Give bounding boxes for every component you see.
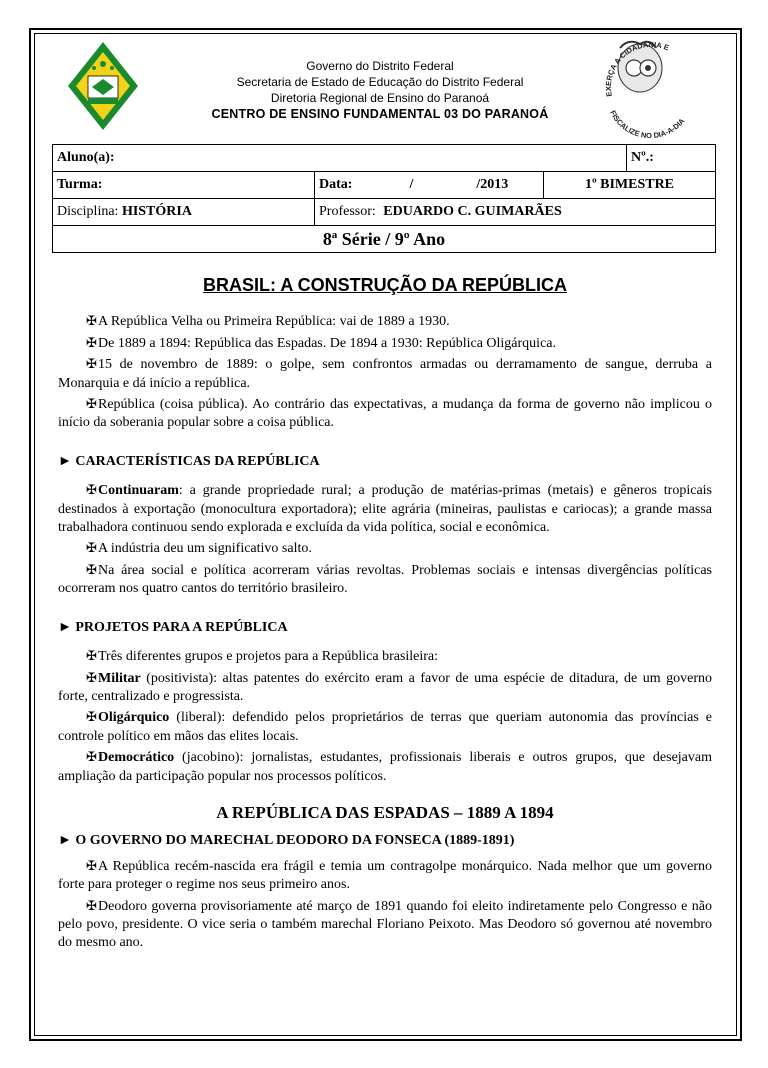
sec1-item: ✠Na área social e política acorreram várias revoltas. Problemas sociais e intensas divergências políticas ocorreram nos quatro cantos do território brasileiro. [58,561,712,597]
gdf-logo [64,40,142,132]
data-year: /2013 [476,177,509,192]
header-line-3: Diretoria Regional de Ensino do Paranoá [270,91,490,105]
sec2-item: ✠Militar (positivista): altas patentes do exército eram a favor de uma espécie de ditadura, de um governo forte, centralizado e progressista. [58,669,712,704]
header-line-1: Governo do Distrito Federal [306,59,454,73]
cross-bullet-icon: ✠ [86,857,97,873]
school-name: CENTRO DE ENSINO FUNDAMENTAL 03 DO PARANOÁ [211,107,549,121]
section-heading-caracteristicas: ► CARACTERÍSTICAS DA REPÚBLICA [58,453,320,469]
bimestre-label: 1º BIMESTRE [544,172,716,199]
logo-arc-bottom: FISCALIZE NO DIA-A-DIA [608,108,687,138]
intro-item: ✠República (coisa pública). Ao contrário das expectativas, a mudança da forma de governo não implicou o início da soberania popular sobre a coisa pública. [58,396,712,431]
section-heading-deodoro: ► O GOVERNO DO MARECHAL DEODORO DA FONSECA (1889-1891) [58,833,515,849]
data-label: Data: [319,177,353,192]
cross-bullet-icon: ✠ [86,897,97,913]
professor-value: EDUARDO C. GUIMARÃES [383,204,562,219]
cross-bullet-icon: ✠ [86,540,97,556]
disciplina-cell [53,199,315,226]
cross-bullet-icon: ✠ [86,482,97,498]
intro-item: ✠A República Velha ou Primeira República: vai de 1889 a 1930. [58,312,712,331]
cross-bullet-icon: ✠ [86,313,97,329]
disciplina-label: Disciplina: [57,204,119,219]
cross-bullet-icon: ✠ [86,749,97,765]
document-header [200,58,560,122]
professor-cell [315,199,716,226]
professor-label: Professor: [319,204,376,219]
document-title: BRASIL: A CONSTRUÇÃO DA REPÚBLICA [203,275,567,295]
sec1-item: ✠A indústria deu um significativo salto. [58,539,712,558]
numero-field[interactable]: Nº.: [627,145,716,172]
aluno-field[interactable]: Aluno(a): [53,145,627,172]
student-info-table [52,144,716,253]
serie-label: 8ª Série / 9º Ano [53,226,716,253]
section-title-republica-espadas: A REPÚBLICA DAS ESPADAS – 1889 A 1894 [216,802,554,822]
header-line-2: Secretaria de Estado de Educação do Distrito Federal [236,75,524,89]
intro-item: ✠15 de novembro de 1889: o golpe, sem confrontos armadas ou derramamento de sangue, derruba a Monarquia e dá início a república. [58,356,712,391]
sec3-item: ✠Deodoro governa provisoriamente até março de 1891 quando foi eleito indiretamente pelo Congresso e não pelo povo, presidente. O vice seria o também marechal Floriano Peixoto. Mas Deodoro só governou até novembro do mesmo ano. [58,897,712,951]
sec3-item: ✠A República recém-nascida era frágil e temia um contragolpe monárquico. Nada melhor que um governo forte para proteger o regime nos seus primeiro anos. [58,857,712,893]
cross-bullet-icon: ✠ [86,669,97,685]
data-slash: / [409,177,414,192]
sec2-item: ✠Democrático (jacobino): jornalistas, estudantes, profissionais liberais e outros grupos, que desejavam ampliação da participação popular nos processos políticos. [58,749,712,784]
document-body [58,270,712,955]
cross-bullet-icon: ✠ [86,709,97,725]
intro-item: ✠De 1889 a 1894: República das Espadas. De 1894 a 1930: República Oligárquica. [58,334,712,353]
section-heading-projetos: ► PROJETOS PARA A REPÚBLICA [58,619,288,635]
svg-text:FISCALIZE NO DIA-A-DIA [608,109,687,138]
cross-bullet-icon: ✠ [86,396,97,412]
turma-field[interactable]: Turma: [53,172,315,199]
cross-bullet-icon: ✠ [86,356,97,372]
cross-bullet-icon: ✠ [86,648,97,664]
disciplina-value: HISTÓRIA [121,204,192,219]
cross-bullet-icon: ✠ [86,561,97,577]
cross-bullet-icon: ✠ [86,334,97,350]
cidadania-logo [590,38,700,138]
data-field[interactable] [315,172,544,199]
sec2-item: ✠Oligárquico (liberal): defendido pelos proprietários de terras que queriam autonomia das províncias e controle político em mãos das elites locais. [58,709,712,744]
sec2-item: ✠Três diferentes grupos e projetos para a República brasileira: [58,647,712,666]
logo-arc-top: EXERÇA A CIDADANIA E [603,39,671,98]
sec1-item: ✠Continuaram: a grande propriedade rural; a produção de matérias-primas (metais) e gêneros tropicais destinados à exportação (monocultura exportadora); elite agrária (mineiras, paulistas e cariocas); a grande massa trabalhadora continuou sendo explorada e excluída da vida política, social e econômica. [58,482,712,536]
